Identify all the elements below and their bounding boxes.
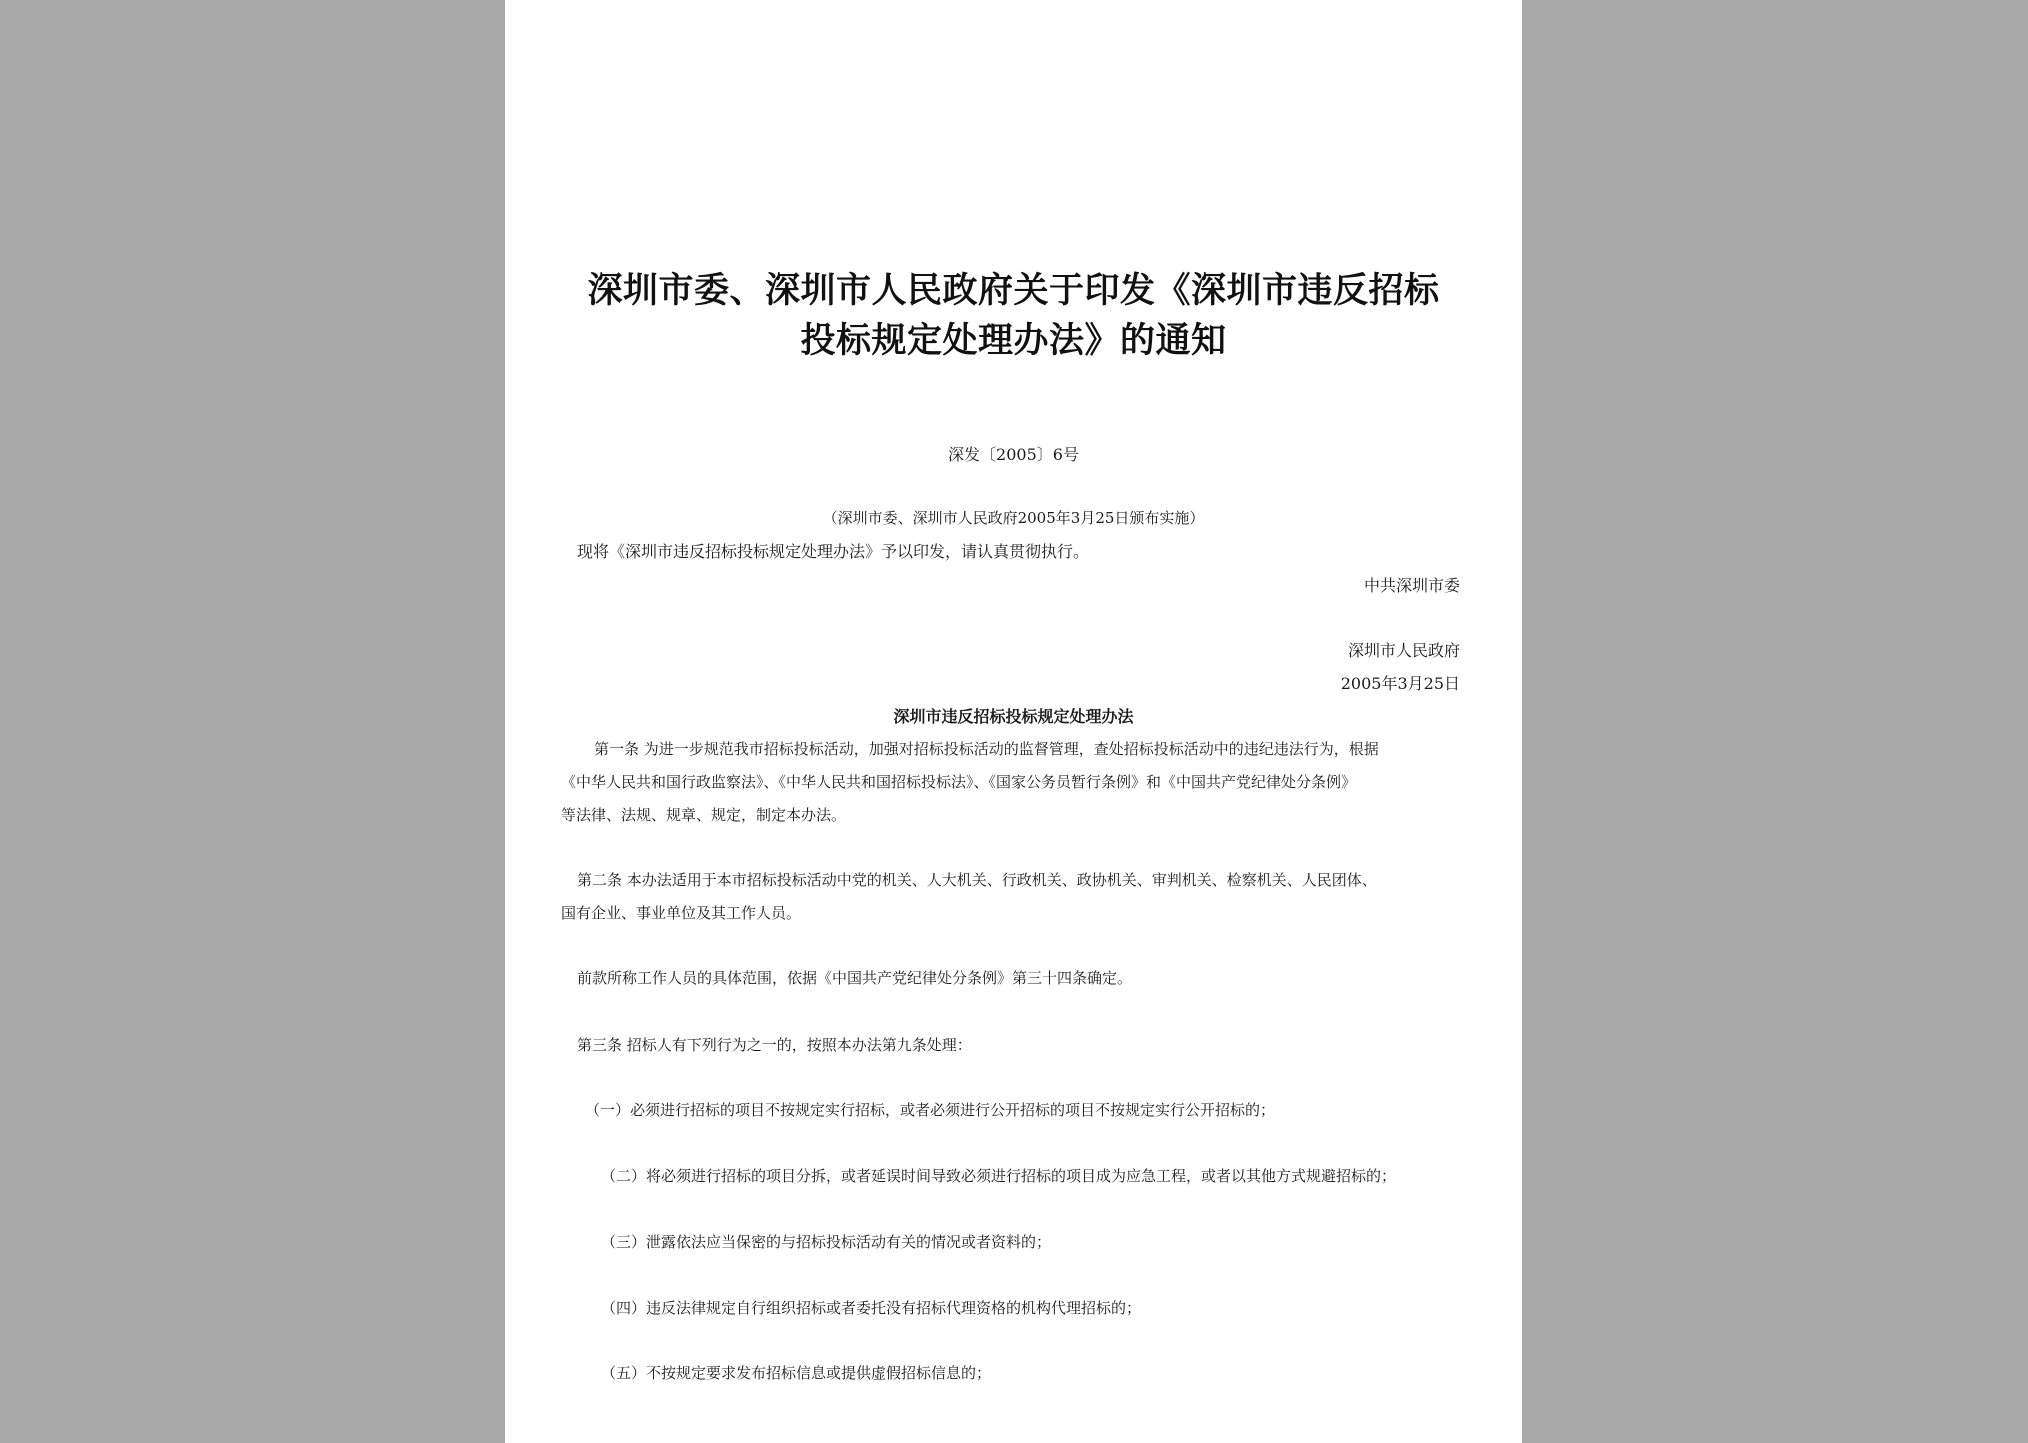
article3-item3: （三）泄露依法应当保密的与招标投标活动有关的情况或者资料的； [601, 1233, 1052, 1251]
article3-item2: （二）将必须进行招标的项目分拆，或者延误时间导致必须进行招标的项目成为应急工程，或者以其他方式规避招标的； [601, 1167, 1397, 1185]
issue-note: （深圳市委、深圳市人民政府2005年3月25日颁布实施） [822, 509, 1205, 527]
intro-paragraph: 现将《深圳市违反招标投标规定处理办法》予以印发，请认真贯彻执行。 [577, 542, 1090, 561]
article3-item1: （一）必须进行招标的项目不按规定实行招标，或者必须进行公开招标的项目不按规定实行公开招标的； [585, 1101, 1276, 1119]
document-title-line1: 深圳市委、深圳市人民政府关于印发《深圳市违反招标 [587, 270, 1440, 311]
article1-line2: 《中华人民共和国行政监察法》、《中华人民共和国招标投标法》、《国家公务员暂行条例》和《中国共产党纪律处分条例》 [561, 773, 1357, 791]
article2-note: 前款所称工作人员的具体范围，依据《中国共产党纪律处分条例》第三十四条确定。 [577, 969, 1133, 987]
issue-date: 2005年3月25日 [1340, 674, 1460, 693]
document-page [505, 0, 1522, 1443]
article3-item5: （五）不按规定要求发布招标信息或提供虚假招标信息的； [601, 1364, 992, 1382]
article1-line1: 第一条 为进一步规范我市招标投标活动，加强对招标投标活动的监督管理，查处招标投标活动中的违纪违法行为，根据 [594, 740, 1379, 758]
article3-item4: （四）违反法律规定自行组织招标或者委托没有招标代理资格的机构代理招标的； [601, 1299, 1142, 1317]
article2-line2: 国有企业、事业单位及其工作人员。 [561, 904, 802, 922]
article3: 第三条 招标人有下列行为之一的，按照本办法第九条处理： [577, 1036, 972, 1054]
regulation-subtitle: 深圳市违反招标投标规定处理办法 [893, 707, 1134, 726]
signatory-government: 深圳市人民政府 [1347, 641, 1460, 660]
document-title-line2: 投标规定处理办法》的通知 [800, 320, 1227, 361]
signatory-party-committee: 中共深圳市委 [1363, 576, 1460, 595]
document-number: 深发〔2005〕6号 [948, 445, 1079, 464]
article1-line3: 等法律、法规、规章、规定，制定本办法。 [561, 806, 847, 824]
article2-line1: 第二条 本办法适用于本市招标投标活动中党的机关、人大机关、行政机关、政协机关、审判机关、检察机关、人民团体、 [577, 871, 1377, 889]
